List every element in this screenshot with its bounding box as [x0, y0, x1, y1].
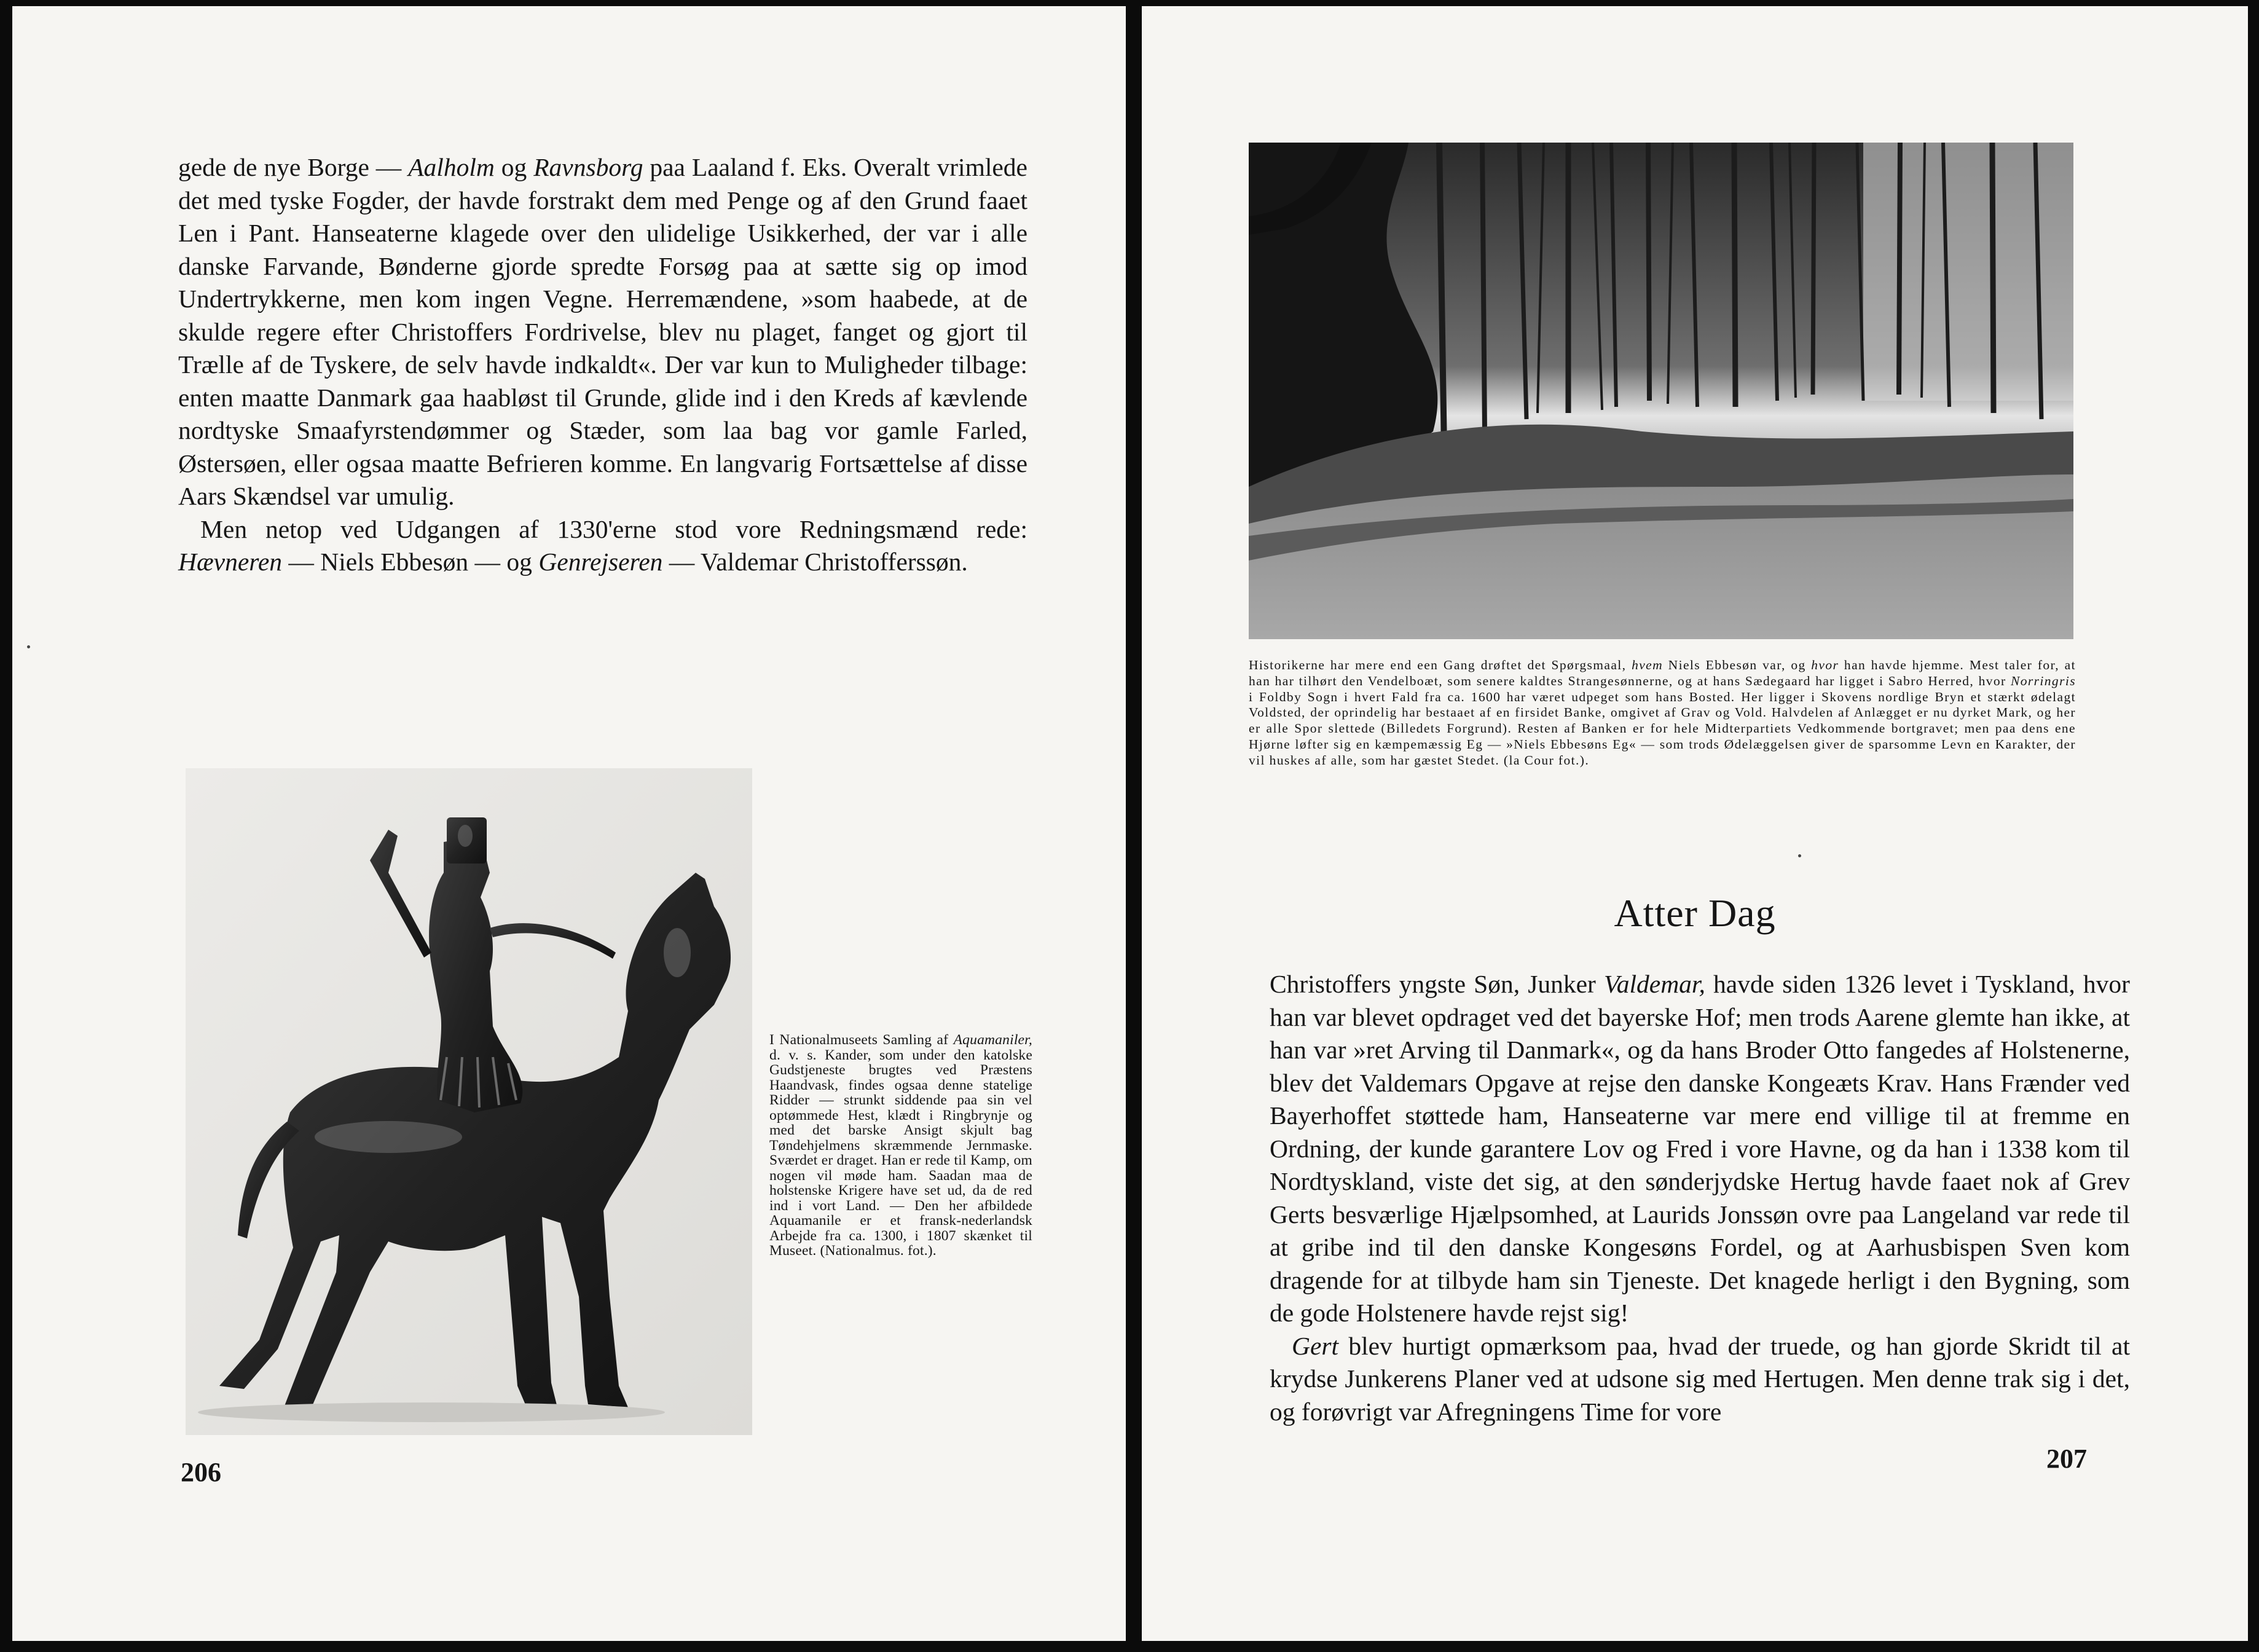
- text-run: og: [494, 153, 534, 181]
- italic-run: hvor: [1811, 658, 1839, 672]
- paragraph: [178, 513, 1027, 579]
- left-page: [12, 6, 1126, 1641]
- italic-run: hvem: [1632, 658, 1664, 672]
- text-run: gede de nye Borge —: [178, 153, 409, 181]
- italic-run: Valdemar,: [1604, 970, 1705, 998]
- text-run: paa Laaland f. Eks. Overalt vrimlede det med tyske Fogder, der havde forstrakt dem med Penge og af den Grund faaet Len i Pant. Hanseaterne klagede over den ulidelige Usikkerhed, der var i alle danske Farvande, Bønderne gjorde spredte Forsøg paa at sætte sig op imod Undertrykkerne, men kom ingen Vegne. Herremændene, »som haabede, at de skulde regere efter Christoffers Fordrivelse, blev nu plaget, fanget og gjort til Trælle af de Tyskere, de selv havde indkaldt«. Der var kun to Muligheder tilbage: enten maatte Danmark gaa haabløst til Grunde, glide ind i den Kreds af kævlende nordtyske Smaafyrstendømmer og Stæder, som laa bag vor gamle Farled, Østersøen, eller ogsaa maatte Befrieren komme. En langvarig Fortsættelse af disse Aars Skændsel var umulig.: [178, 153, 1027, 510]
- paragraph: [1270, 968, 2130, 1330]
- text-run: Niels Ebbesøn var, og: [1663, 658, 1812, 672]
- text-run: havde siden 1326 levet i Tyskland, hvor han var blevet opdraget ved det bayerske Hof; men trods Aarene glemte han ikke, at han var »ret Arving til Danmark«, og da hans Broder Otto fangedes af Holstenerne, blev det Valdemars Opgave at rejse den danske Kongeæts Krav. Hans Frænder ved Bayerhoffet støttede ham, Hanseaterne var mere end villige til at fremme en Ordning, der kunde garantere Lov og Fred i vore Havne, og da han i 1338 kom til Nordtyskland, viste det sig, at den sønderjydske Hertug havde faaet nok af Grev Gerts besværlige Hjælpsomhed, at Laurids Jonssøn ovre paa Langeland var rede til at gribe ind til den danske Kongesøns Fordel, og at Aarhusbispen Sven kom dragende for at tilbyde ham sin Tjeneste. Det knagede herligt i den Bygning, som de gode Holstenere havde rejst sig!: [1270, 970, 2130, 1327]
- left-body-text: [178, 151, 1027, 579]
- text-run: Christoffers yngste Søn, Junker: [1270, 970, 1605, 998]
- italic-run: Aquamaniler,: [953, 1032, 1032, 1048]
- italic-run: Genrejseren: [538, 548, 663, 576]
- paragraph: [178, 151, 1027, 513]
- caption-text: [769, 1032, 1032, 1259]
- text-run: Men netop ved Udgangen af 1330'erne stod vore Redningsmænd rede:: [200, 514, 1027, 543]
- print-speck: [27, 645, 30, 648]
- text-run: d. v. s. Kander, som under den katolske Gudstjeneste brugtes ved Præstens Haandvask, findes ogsaa denne statelige Ridder — strunkt siddende paa sin vel optømmede Hest, klædt i Ringbrynje og med det barske Ansigt skjult bag Tøndehjelmens skræmmende Jernmaske. Sværdet er draget. Han er rede til Kamp, om nogen vil møde ham. Saadan maa de holstenske Krigere have set ud, da de red ind i vort Land. — Den her afbildede Aquamanile er et fransk-nederlandsk Arbejde fra ca. 1300, i 1807 skænket til Museet. (Nationalmus. fot.).: [769, 1047, 1032, 1259]
- forest-photo: [1249, 143, 2073, 639]
- right-body-text: [1270, 968, 2130, 1428]
- section-title: Atter Dag: [1614, 891, 1776, 935]
- forest-caption: [1249, 658, 2076, 769]
- text-run: blev hurtigt opmærksom paa, hvad der truede, og han gjorde Skridt til at krydse Junkerens Planer ved at udsone sig med Hertugen. Men denne trak sig i det, og forøvrigt var Afregningens Time for vore: [1270, 1331, 2130, 1426]
- caption-text: [1249, 658, 2076, 769]
- text-run: han havde hjemme. Mest taler for, at han har tilhørt den Vendelboæt, som senere kaldtes Strangesønnerne, og at hans Sædegaard har ligget i Sabro Herred, hvor: [1249, 658, 2076, 688]
- italic-run: Ravnsborg: [533, 153, 643, 181]
- italic-run: Gert: [1292, 1331, 1339, 1360]
- aquamanile-photo: [186, 768, 752, 1435]
- text-run: — Valdemar Christofferssøn.: [662, 548, 968, 576]
- page-number: 206: [181, 1457, 221, 1487]
- text-run: Historikerne har mere end een Gang drøftet det Spørgsmaal,: [1249, 658, 1632, 672]
- italic-run: Aalholm: [408, 153, 495, 181]
- italic-run: Hævneren: [178, 548, 283, 576]
- paragraph: [1270, 1330, 2130, 1429]
- print-speck: [1798, 854, 1801, 857]
- right-page: [1142, 6, 2248, 1641]
- italic-run: Norringris: [2010, 673, 2076, 688]
- text-run: I Nationalmuseets Samling af: [769, 1032, 954, 1048]
- text-run: i Foldby Sogn i hvert Fald fra ca. 1600 har været udpeget som hans Bosted. Her ligger i Skovens nordlige Bryn et stærkt ødelagt Voldsted, der oprindelig har bestaaet af en firsidet Banke, omgivet af Grav og Vold. Halvdelen af Anlægget er nu dyrket Mark, og her er alle Spor slettede (Billedets Forgrund). Resten af Banken er for hele Midterpartiets Vedkommende bortgravet; men paa dens ene Hjørne løfter sig en kæmpemæssig Eg — »Niels Ebbesøns Eg« — som trods Ødelæggelsen giver de sparsomme Levn en Karakter, der vil huskes af alle, som har gæstet Stedet. (la Cour fot.).: [1249, 689, 2076, 768]
- text-run: — Niels Ebbesøn — og: [282, 548, 539, 576]
- aquamanile-caption: [769, 1032, 1032, 1259]
- page-number: 207: [2046, 1444, 2087, 1474]
